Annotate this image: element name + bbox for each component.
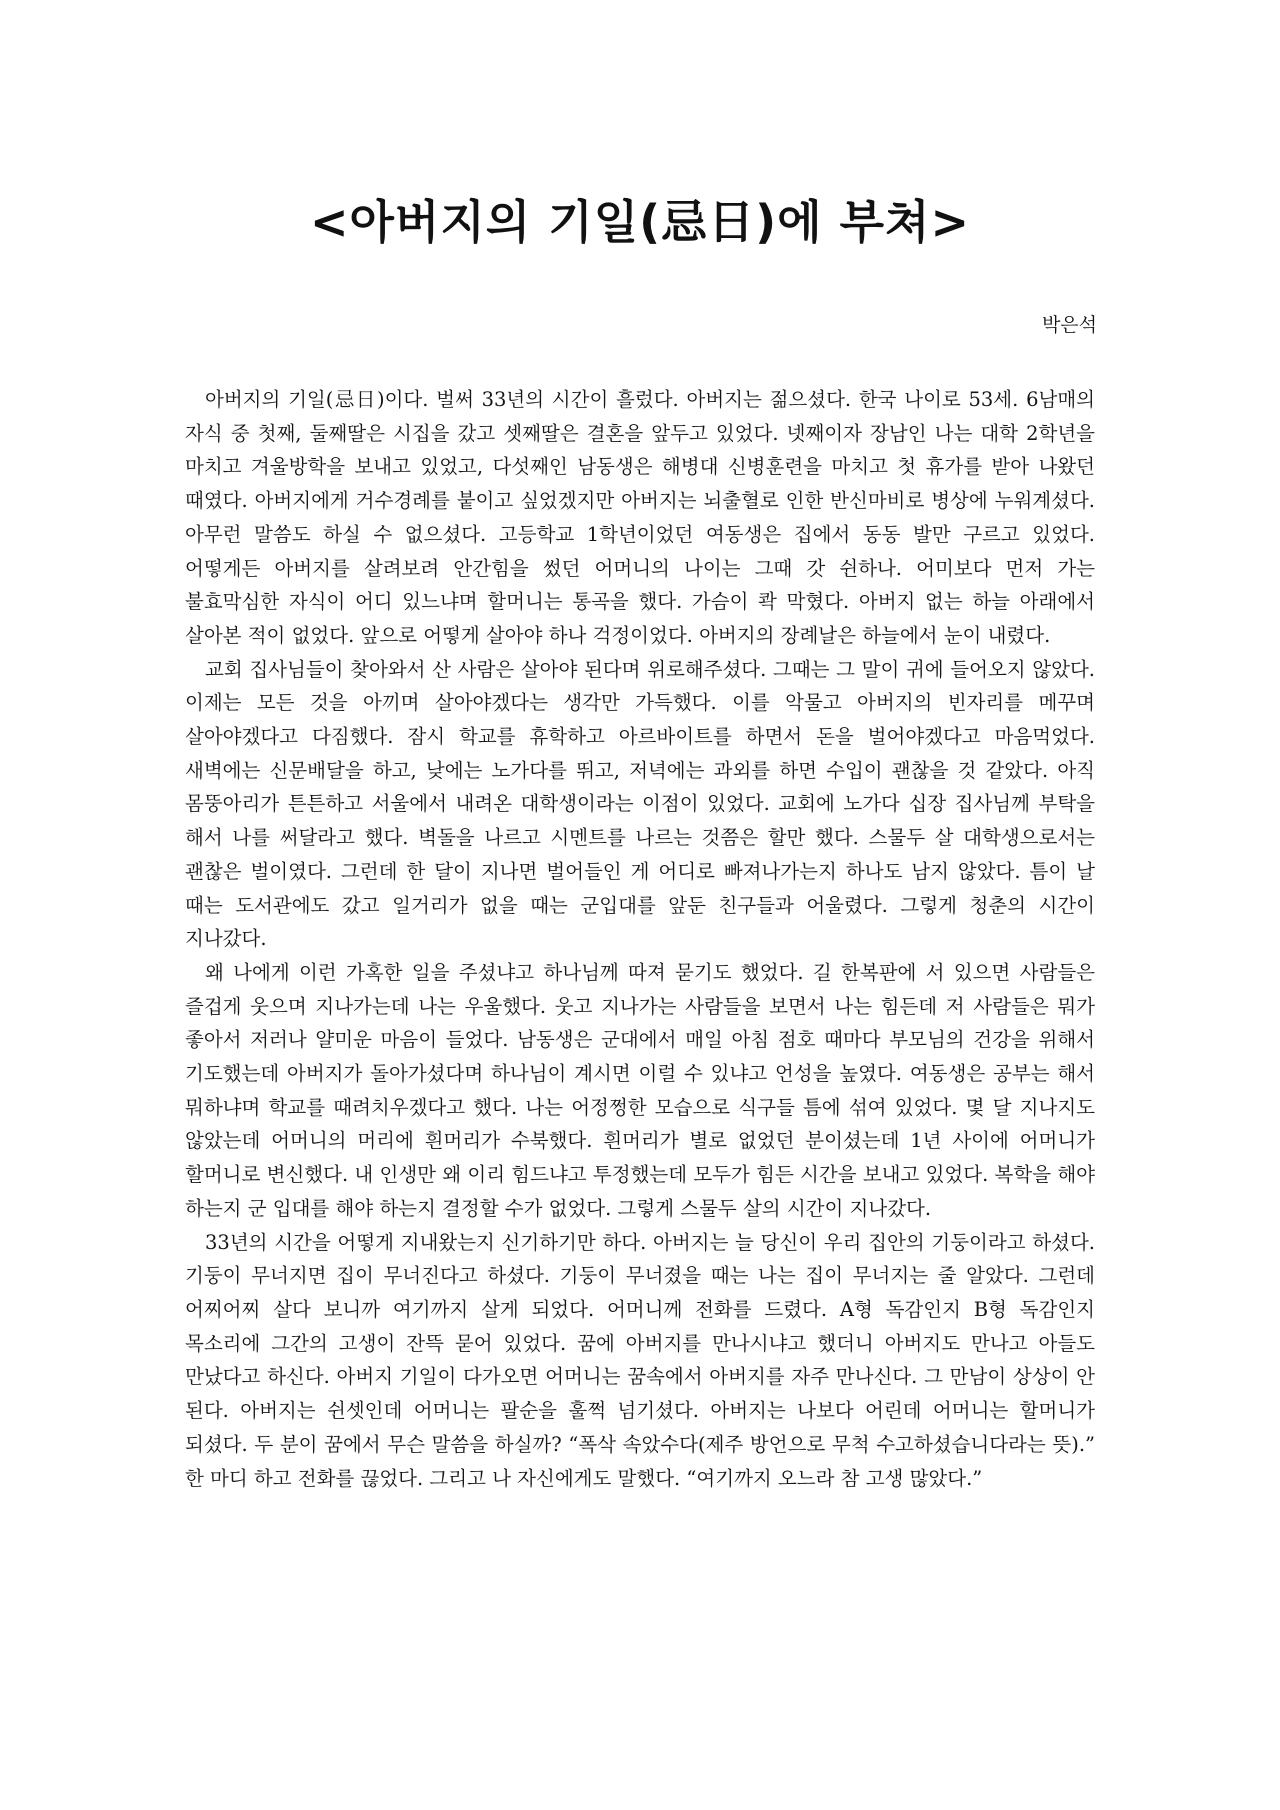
- paragraph: 33년의 시간을 어떻게 지내왔는지 신기하기만 하다. 아버지는 늘 당신이 우리 집안의 기둥이라고 하셨다. 기둥이 무너지면 집이 무너진다고 하셨다. 기둥이 무너졌을 때는 나는 집이 무너지는 줄 알았다. 그런데 어찌어찌 살다 보니까 여기까지 살게 되었다. 어머니께 전화를 드렸다. A형 독감인지 B형 독감인지 목소리에 그간의 고생이 잔뜩 묻어 있었다. 꿈에 아버지를 만나시냐고 했더니 아버지도 만나고 아들도 만났다고 하신다. 아버지 기일이 다가오면 어머니는 꿈속에서 아버지를 자주 만나신다. 그 만남이 상상이 안 된다. 아버지는 쉰셋인데 어머니는 팔순을 훌쩍 넘기셨다. 아버지는 나보다 어린데 어머니는 할머니가 되셨다. 두 분이 꿈에서 무슨 말씀을 하실까? “폭삭 속았수다(제주 방언으로 무척 수고하셨습니다라는 뜻).” 한 마디 하고 전화를 끊었다. 그리고 나 자신에게도 말했다. “여기까지 오느라 참 고생 많았다.”: [185, 1230, 1095, 1490]
- document-title: <아버지의 기일(忌日)에 부쳐>: [309, 195, 971, 249]
- author-name: 박은석: [1041, 314, 1097, 336]
- paragraph: 교회 집사님들이 찾아와서 산 사람은 살아야 된다며 위로해주셨다. 그때는 그 말이 귀에 들어오지 않았다. 이제는 모든 것을 아끼며 살아야겠다는 생각만 가득했다. 이를 악물고 아버지의 빈자리를 메꾸며 살아야겠다고 다짐했다. 잠시 학교를 휴학하고 아르바이트를 하면서 돈을 벌어야겠다고 마음먹었다. 새벽에는 신문배달을 하고, 낮에는 노가다를 뛰고, 저녁에는 과외를 하면 수입이 괜찮을 것 같았다. 아직 몸뚱아리가 튼튼하고 서울에서 내려온 대학생이라는 이점이 있었다. 교회에 노가다 십장 집사님께 부탁을 해서 나를 써달라고 했다. 벽돌을 나르고 시멘트를 나르는 것쯤은 할만 했다. 스물두 살 대학생으로서는 괜찮은 벌이였다. 그런데 한 달이 지나면 벌어들인 게 어디로 빠져나가는지 하나도 남지 않았다. 틈이 날 때는 도서관에도 갔고 일거리가 없을 때는 군입대를 앞둔 친구들과 어울렸다. 그렇게 청춘의 시간이 지나갔다.: [185, 657, 1095, 951]
- paragraph: 아버지의 기일(忌日)이다. 벌써 33년의 시간이 흘렀다. 아버지는 젊으셨다. 한국 나이로 53세. 6남매의 자식 중 첫째, 둘째딸은 시집을 갔고 셋째딸은 결혼을 앞두고 있었다. 넷째이자 장남인 나는 대학 2학년을 마치고 겨울방학을 보내고 있었고, 다섯째인 남동생은 해병대 신병훈련을 마치고 첫 휴가를 받아 나왔던 때였다. 아버지에게 거수경례를 붙이고 싶었겠지만 아버지는 뇌출혈로 인한 반신마비로 병상에 누워계셨다. 아무런 말씀도 하실 수 없으셨다. 고등학교 1학년이었던 여동생은 집에서 동동 발만 구르고 있었다. 어떻게든 아버지를 살려보려 안간힘을 썼던 어머니의 나이는 그때 갓 쉰하나. 어미보다 먼저 가는 불효막심한 자식이 어디 있느냐며 할머니는 통곡을 했다. 가슴이 콱 막혔다. 아버지 없는 하늘 아래에서 살아본 적이 없었다. 앞으로 어떻게 살아야 하나 걱정이었다. 아버지의 장례날은 하늘에서 눈이 내렸다.: [185, 388, 1095, 647]
- document-body: [185, 383, 1095, 1495]
- paragraph: 왜 나에게 이런 가혹한 일을 주셨냐고 하나님께 따져 묻기도 했었다. 길 한복판에 서 있으면 사람들은 즐겁게 웃으며 지나가는데 나는 우울했다. 웃고 지나가는 사람들을 보면서 나는 힘든데 저 사람들은 뭐가 좋아서 저러나 얄미운 마음이 들었다. 남동생은 군대에서 매일 아침 점호 때마다 부모님의 건강을 위해서 기도했는데 아버지가 돌아가셨다며 하나님이 계시면 이럴 수 있냐고 언성을 높였다. 여동생은 공부는 해서 뭐하냐며 학교를 때려치우겠다고 했다. 나는 어정쩡한 모습으로 식구들 틈에 섞여 있었다. 몇 달 지나지도 않았는데 어머니의 머리에 흰머리가 수북했다. 흰머리가 별로 없었던 분이셨는데 1년 사이에 어머니가 할머니로 변신했다. 내 인생만 왜 이리 힘드냐고 투정했는데 모두가 힘든 시간을 보내고 있었다. 복학을 해야 하는지 군 입대를 해야 하는지 결정할 수가 없었다. 그렇게 스물두 살의 시간이 지나갔다.: [185, 960, 1095, 1220]
